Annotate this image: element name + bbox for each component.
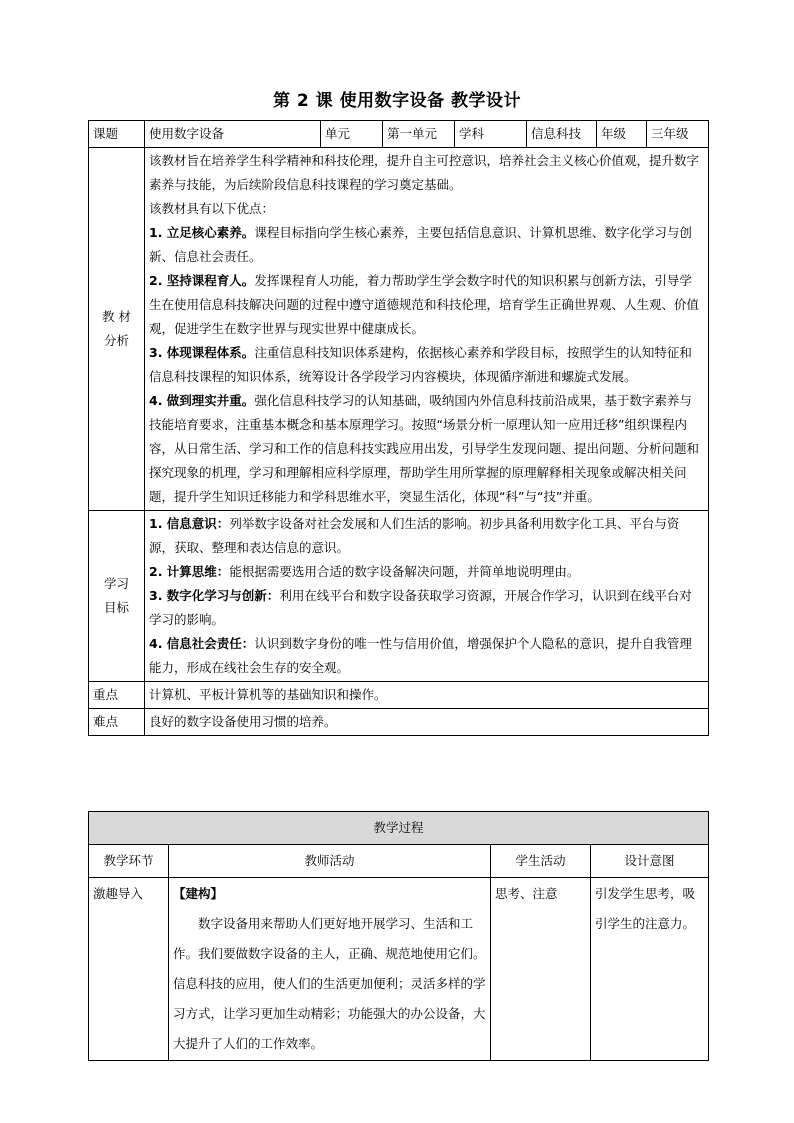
- goals-label-line-2: 目标: [103, 600, 129, 615]
- topic-value: 使用数字设备: [145, 121, 321, 148]
- process-title-row: [89, 812, 709, 845]
- key-point-label: 重点: [89, 682, 145, 709]
- analysis-item-body: 课程目标指向学生核心素养，主要包括信息意识、计算机思维、数字化学习与创新、信息社会责任。: [149, 225, 692, 264]
- process-row: [89, 878, 709, 1061]
- teacher-activity-head: 【建构】: [173, 886, 224, 901]
- teacher-activity-body: 数字设备用来帮助人们更好地开展学习、生活和工作。我们要做数字设备的主人，正确、规范地使用它们。信息科技的应用，使人们的生活更加便利；灵活多样的学习方式，让学习更加生动精彩；功能强大的办公设备，大大提升了人们的工作效率。: [173, 916, 486, 1051]
- column-header: 教学环节: [89, 845, 169, 878]
- process-table: [88, 811, 709, 1061]
- goal-item: [149, 560, 704, 584]
- goal-item: [149, 632, 704, 680]
- goal-item-body: 列举数字设备对社会发展和人们生活的影响。初步具备利用数字化工具、平台与资源，获取、整理和表达信息的意识。: [149, 516, 680, 555]
- goals-row: [89, 511, 709, 682]
- goal-item-head: 4. 信息社会责任：: [149, 636, 255, 651]
- goal-item-body: 能根据需要选用合适的数字设备解决问题，并简单地说明理由。: [229, 564, 580, 579]
- goal-item-body: 认识到数字身份的唯一性与信用价值，增强保护个人隐私的意识，提升自我管理能力，形成在线社会生存的安全观。: [149, 636, 692, 675]
- key-point-value: 计算机、平板计算机等的基础知识和操作。: [145, 682, 709, 709]
- analysis-content: [145, 148, 709, 511]
- grade-value: 三年级: [647, 121, 709, 148]
- analysis-label-line-2: 分析: [103, 333, 129, 348]
- topic-label: 课题: [89, 121, 145, 148]
- column-header: 设计意图: [591, 845, 709, 878]
- analysis-label-line-1: 教 材: [102, 309, 131, 324]
- analysis-item: [149, 341, 704, 389]
- analysis-item-head: 3. 体现课程体系。: [149, 345, 255, 360]
- analysis-item: [149, 269, 704, 341]
- difficulty-row: [89, 709, 709, 736]
- analysis-item: [149, 389, 704, 509]
- goal-item-head: 1. 信息意识：: [149, 516, 230, 531]
- analysis-item-body: 发挥课程育人功能，着力帮助学生学会数字时代的知识积累与创新方法，引导学生在使用信息科技解决问题的过程中遵守道德规范和科技伦理，培育学生正确世界观、人生观、价值观，促进学生在数字世界与现实世界中健康成长。: [149, 273, 700, 336]
- subject-value: 信息科技: [527, 121, 597, 148]
- grade-label: 年级: [597, 121, 647, 148]
- lesson-info-table: [88, 120, 709, 736]
- subject-label: 学科: [455, 121, 527, 148]
- process-stage: 激趣导入: [89, 878, 169, 1061]
- column-header: 学生活动: [491, 845, 591, 878]
- analysis-label: [89, 148, 145, 511]
- analysis-item-head: 4. 做到理实并重。: [149, 393, 255, 408]
- analysis-item-body: 强化信息科技学习的认知基础，吸纳国内外信息科技前沿成果，基于数字素养与技能培育要求，注重基本概念和基本原理学习。按照“场景分析一原理认知一应用迁移”组织课程内容，从日常生活、学习和工作的信息科技实践应用出发，引导学生发现问题、提出问题、分析问题和探究现象的机理，学习和理解相应科学原理，帮助学生用所掌握的原理解释相关现象或解决相关问题，提升学生知识迁移能力和学科思维水平，突显生活化，体现“科”与“技”并重。: [149, 393, 700, 504]
- analysis-item-head: 1. 立足核心素养。: [149, 225, 255, 240]
- process-title: 教学过程: [89, 812, 709, 845]
- difficulty-value: 良好的数字设备使用习惯的培养。: [145, 709, 709, 736]
- process-columns-row: [89, 845, 709, 878]
- analysis-advantages-intro: 该教材具有以下优点：: [149, 201, 275, 216]
- analysis-intro: 该教材旨在培养学生科学精神和科技伦理，提升自主可控意识，培养社会主义核心价值观，提升数字素养与技能，为后续阶段信息科技课程的学习奠定基础。: [149, 153, 700, 192]
- key-point-row: [89, 682, 709, 709]
- page-title: 第 2 课 使用数字设备 教学设计: [272, 91, 521, 111]
- header-row: [89, 121, 709, 148]
- unit-label: 单元: [321, 121, 383, 148]
- goals-content: [145, 511, 709, 682]
- analysis-row: [89, 148, 709, 511]
- column-header: 教师活动: [169, 845, 491, 878]
- analysis-item: [149, 221, 704, 269]
- teacher-activity: [169, 878, 491, 1061]
- analysis-item-body: 注重信息科技知识体系建构，依据核心素养和学段目标，按照学生的认知特征和信息科技课程的知识体系，统筹设计各学段学习内容模块，体现循序渐进和螺旋式发展。: [149, 345, 692, 384]
- analysis-item-head: 2. 坚持课程育人。: [149, 273, 255, 288]
- student-activity: 思考、注意: [491, 878, 591, 1061]
- goal-item: [149, 584, 704, 632]
- goal-item-head: 2. 计算思维：: [149, 564, 230, 579]
- design-intent: 引发学生思考，吸引学生的注意力。: [591, 878, 709, 1061]
- unit-value: 第一单元: [383, 121, 455, 148]
- difficulty-label: 难点: [89, 709, 145, 736]
- goal-item-head: 3. 数字化学习与创新：: [149, 588, 280, 603]
- goals-label: [89, 511, 145, 682]
- goal-item-body: 利用在线平台和数字设备获取学习资源，开展合作学习，认识到在线平台对学习的影响。: [149, 588, 692, 627]
- goal-item: [149, 512, 704, 560]
- goals-label-line-1: 学习: [103, 576, 129, 591]
